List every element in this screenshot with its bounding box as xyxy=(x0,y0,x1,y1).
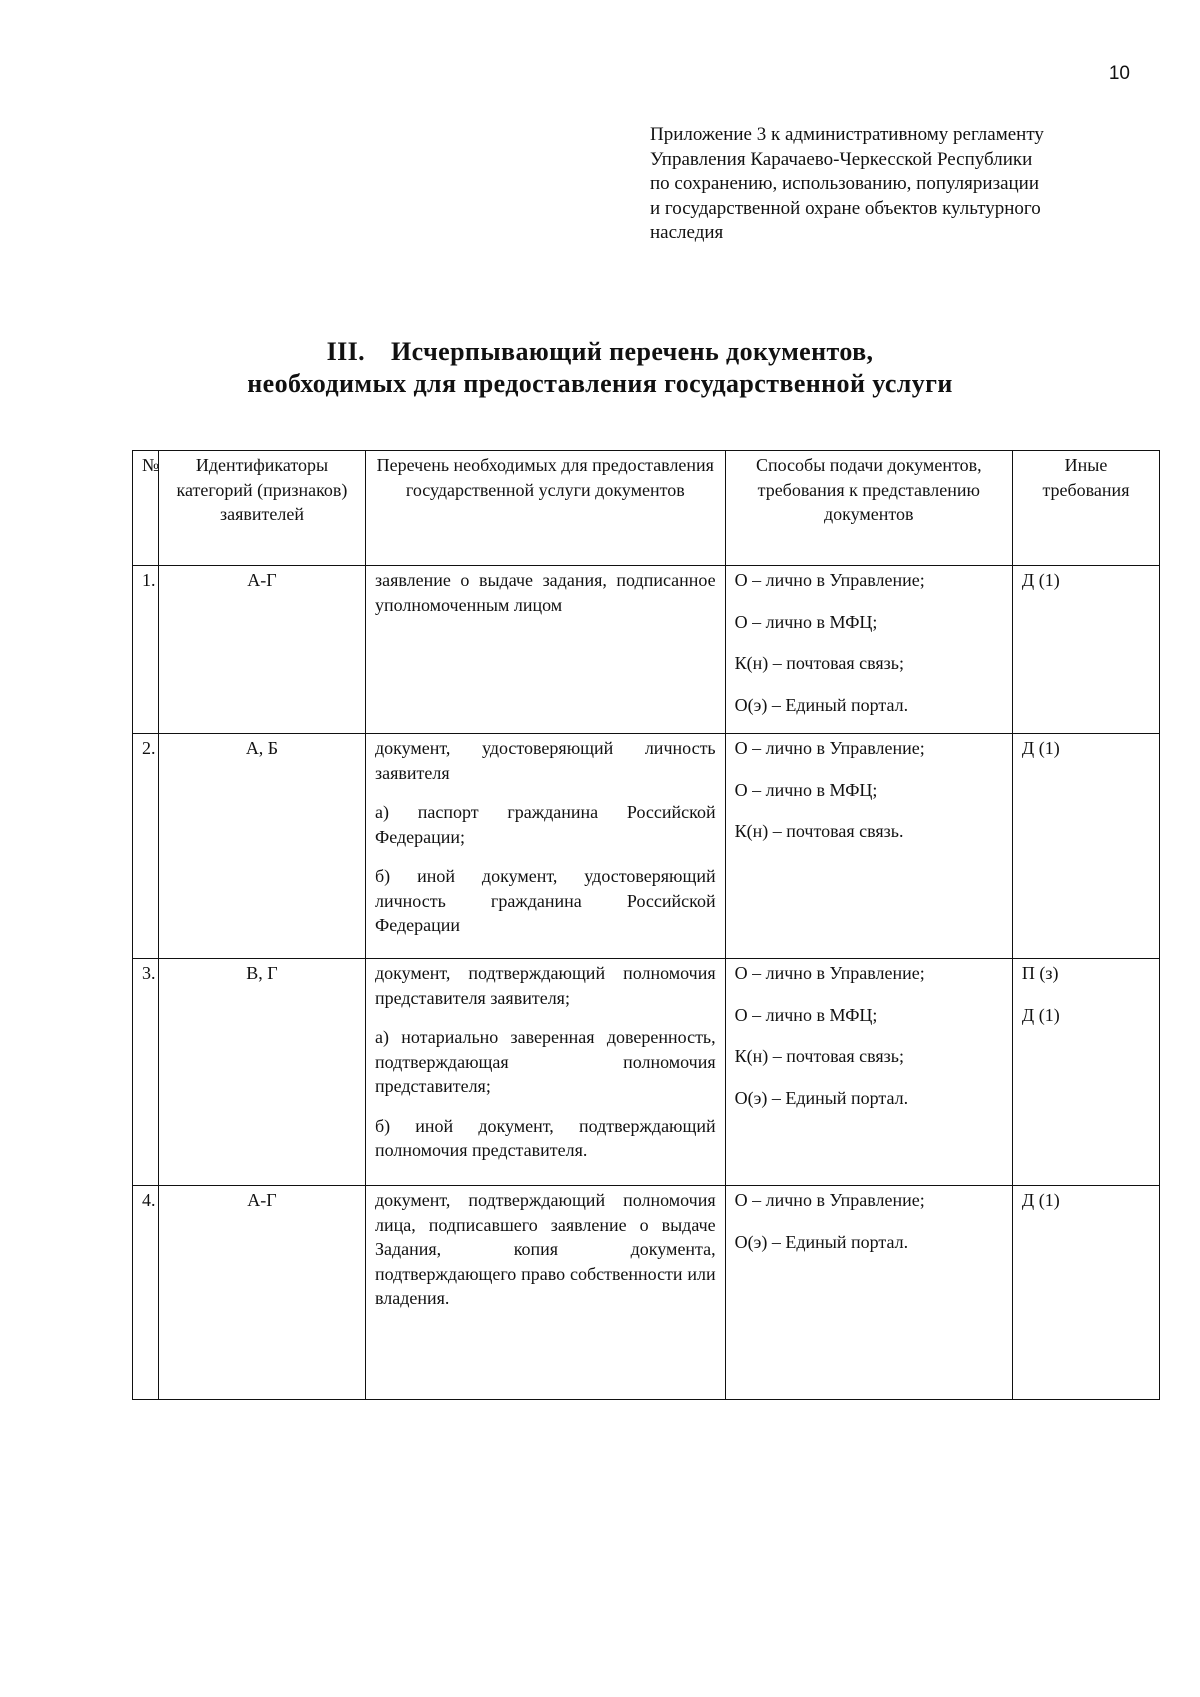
table-row xyxy=(133,959,1160,1186)
appendix-line: Управления Карачаево-Черкесской Республики xyxy=(650,148,1033,170)
other-item: Д (1) xyxy=(1021,1190,1060,1210)
row-other xyxy=(1012,734,1159,959)
header-number: № xyxy=(133,451,159,566)
other-item: Д (1) xyxy=(1021,1004,1060,1025)
row-methods xyxy=(725,734,1012,959)
method-item: К(н) – почтовая связь; xyxy=(734,1046,904,1066)
method-item: О – лично в МФЦ; xyxy=(734,1004,878,1025)
method-item: К(н) – почтовая связь. xyxy=(734,821,904,841)
table-row xyxy=(133,566,1160,734)
page-number: 10 xyxy=(1108,63,1130,84)
method-item: О – лично в МФЦ; xyxy=(734,779,878,800)
row-methods xyxy=(725,959,1012,1186)
section-heading xyxy=(0,336,1200,400)
heading-title: Исчерпывающий перечень документов, xyxy=(391,337,874,366)
row-other xyxy=(1012,959,1159,1186)
row-documents xyxy=(365,1186,725,1400)
document-item: а) паспорт гражданина Российской Федерации; xyxy=(374,802,716,847)
document-item: заявление о выдаче задания, подписанное уполномоченным лицом xyxy=(374,570,716,615)
method-item: О – лично в Управление; xyxy=(734,570,925,590)
method-item: О(э) – Единый портал. xyxy=(734,694,909,715)
row-applicant-ids: В, Г xyxy=(159,959,366,1186)
section-number: III. xyxy=(326,337,366,366)
row-number: 3. xyxy=(133,959,159,1186)
row-methods xyxy=(725,566,1012,734)
row-other xyxy=(1012,566,1159,734)
row-applicant-ids: А-Г xyxy=(159,1186,366,1400)
table-row xyxy=(133,734,1160,959)
row-documents xyxy=(365,734,725,959)
heading-line-2: необходимых для предоставления государственной услуги xyxy=(247,369,953,398)
row-documents xyxy=(365,959,725,1186)
document-item: б) иной документ, удостоверяющий личность гражданина Российской Федерации xyxy=(374,866,716,935)
method-item: О – лично в Управление; xyxy=(734,963,925,983)
other-item: Д (1) xyxy=(1021,738,1060,758)
row-number: 2. xyxy=(133,734,159,959)
header-applicant-ids: Идентификаторы категорий (признаков) заявителей xyxy=(159,451,366,566)
appendix-note xyxy=(650,123,1150,246)
row-documents xyxy=(365,566,725,734)
row-number: 1. xyxy=(133,566,159,734)
document-item: б) иной документ, подтверждающий полномочия представителя. xyxy=(374,1115,716,1160)
row-number: 4. xyxy=(133,1186,159,1400)
document-item: а) нотариально заверенная доверенность, подтверждающая полномочия представителя; xyxy=(374,1027,716,1096)
document-item: документ, подтверждающий полномочия представителя заявителя; xyxy=(374,963,716,1008)
header-submission-methods: Способы подачи документов, требования к представлению документов xyxy=(725,451,1012,566)
appendix-line: Приложение 3 к административному регламенту xyxy=(650,124,1044,145)
method-item: К(н) – почтовая связь; xyxy=(734,653,904,673)
appendix-line: наследия xyxy=(650,222,724,243)
header-document-list: Перечень необходимых для предоставления государственной услуги документов xyxy=(365,451,725,566)
header-other-requirements: Иные требования xyxy=(1012,451,1159,566)
method-item: О(э) – Единый портал. xyxy=(734,1087,909,1108)
documents-table xyxy=(132,450,1160,1400)
method-item: О – лично в Управление; xyxy=(734,738,925,758)
method-item: О – лично в Управление; xyxy=(734,1190,925,1210)
row-methods xyxy=(725,1186,1012,1400)
other-item: П (з) xyxy=(1021,963,1059,983)
document-item: документ, подтверждающий полномочия лица, подписавшего заявление о выдаче Задания, копия документа, подтверждающего право собственности или владения. xyxy=(374,1190,716,1308)
row-other xyxy=(1012,1186,1159,1400)
row-applicant-ids: А-Г xyxy=(159,566,366,734)
method-item: О – лично в МФЦ; xyxy=(734,611,878,632)
row-applicant-ids: А, Б xyxy=(159,734,366,959)
table-row xyxy=(133,1186,1160,1400)
appendix-line: и государственной охране объектов культурного xyxy=(650,197,1041,219)
heading-line-1 xyxy=(0,336,1200,368)
document-item: документ, удостоверяющий личность заявителя xyxy=(374,738,716,783)
table-header-row xyxy=(133,451,1160,566)
other-item: Д (1) xyxy=(1021,570,1060,590)
appendix-line: по сохранению, использованию, популяризации xyxy=(650,173,1040,194)
method-item: О(э) – Единый портал. xyxy=(734,1231,909,1252)
